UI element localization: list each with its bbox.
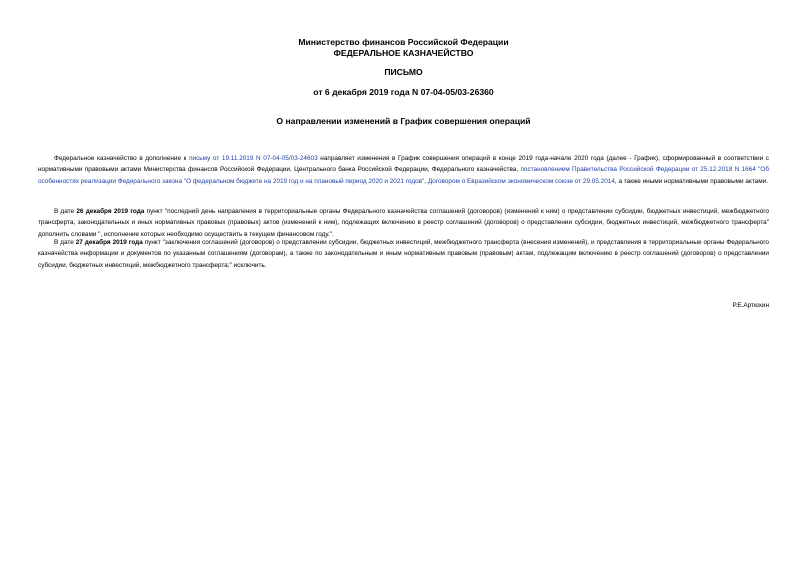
paragraph-text: пункт "заключения соглашений (договоров) о представлении субсидии, бюджетных инвестиций, межбюджетного трансферта (внесения изменений), и представления в территориальные органы Федерального казначейства информации и документов по указанным соглашениям (договорам), а также по законодательным и иным нормативным правовым (правовым) актам, подлежащим включению в реестр соглашений (договоров) о представлении субсидии, бюджетных инвестиций, межбюджетного трансферта;" исключить. xyxy=(38,239,769,269)
link-eaeu-treaty[interactable]: Договором о Евразийском экономическом союзе от 29.05.2014 xyxy=(427,177,615,185)
paragraph-intro-text: направляет изменения в График совершения операций в конце 2019 года-начале 2020 года (далее - График), сформированный в соответствии с нормативными правовыми актами Министерства финансов Российской Федерации, Центрального банка Российской Федерации, Федерального казначейства, xyxy=(38,155,770,174)
document-subject: О направлении изменений в График совершения операций xyxy=(276,116,531,126)
link-letter-19-11-2019[interactable]: письму от 19.11.2019 N 07-04-05/03-24603 xyxy=(189,155,318,162)
paragraph-intro-text: , а также иными нормативными правовыми актами. xyxy=(614,177,768,185)
signature: Р.Е.Артюхин xyxy=(732,302,769,309)
paragraph-dec-26 xyxy=(38,206,769,240)
paragraph-text: В дате xyxy=(54,208,77,215)
date-dec-27: 27 декабря 2019 года xyxy=(75,239,143,246)
paragraph-intro-text: , xyxy=(424,177,428,185)
ministry-name: Министерство финансов Российской Федерации xyxy=(298,37,509,47)
date-dec-26: 26 декабря 2019 года xyxy=(76,208,145,215)
link-government-decree-1664[interactable]: постановлением Правительства Российской Федерации от 25.12.2018 N 1664 "Об особенностях реализации Федерального закона "О федеральном бюджете на 2019 год и на плановый период 2020 и 2021 годов" xyxy=(38,166,769,185)
document-reference: от 6 декабря 2019 года N 07-04-05/03-26360 xyxy=(313,87,494,97)
paragraph-dec-27 xyxy=(38,237,769,271)
agency-name: ФЕДЕРАЛЬНОЕ КАЗНАЧЕЙСТВО xyxy=(333,48,474,58)
document-type: ПИСЬМО xyxy=(384,67,423,77)
paragraph-intro xyxy=(38,153,769,187)
paragraph-text: В дате xyxy=(54,239,76,246)
paragraph-text: пункт "последний день направления в территориальные органы Федерального казначейства соглашений (договоров) (изменений к ним) о представлении субсидии, бюджетных инвестиций, межбюджетного трансферта, законодательных и иных нормативных правовых (правовых) актов (изменений к ним), подлежащих включению в реестр соглашений (договоров) о представлении субсидии, бюджетных инвестиций, межбюджетного трансферта" дополнить словами ", исполнение которых необходимо осуществить в текущем финансовом году.". xyxy=(38,208,769,238)
paragraph-intro-text: Федеральное казначейство в дополнение к xyxy=(54,155,190,162)
